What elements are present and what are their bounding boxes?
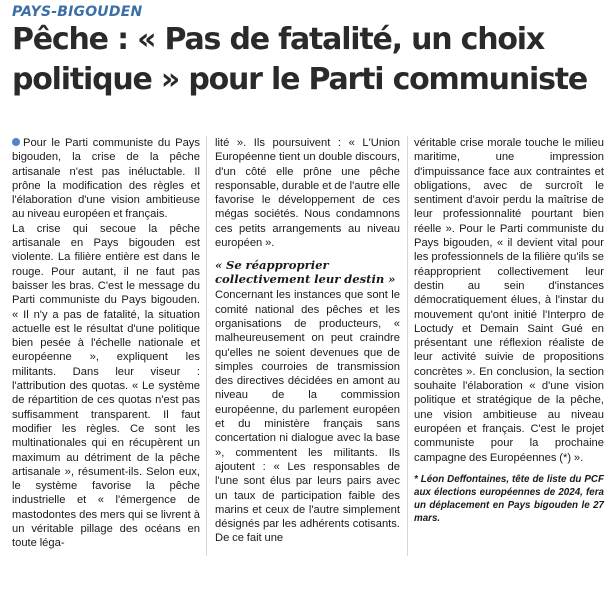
body-paragraph: Concernant les instances que sont le comité national des pêches et les organisations de producteurs, « malheureusement on peut craindre qu'elles ne soient devenues que de simples courroies de transmission des directives décidées en amont au niveau de la commission européenne, du parlement européen et du ministère français sans concertation ni dialogue avec la base », commentent les militants. Ils ajoutent : « Les responsables de l'une sont élus par leurs pairs avec un taux de participation faible des marins et ceux de l'autre simplement désignés par les adhérents cotisants. De ce fait une <box>215 289 400 545</box>
column-divider <box>407 136 408 556</box>
article-column-2 <box>215 136 400 546</box>
column-divider <box>206 136 207 556</box>
article-column-3 <box>414 136 604 525</box>
article-headline: Pêche : « Pas de fatalité, un choix politique » pour le Parti communiste <box>12 22 588 97</box>
body-paragraph: véritable crise morale touche le milieu maritime, une impression d'impuissance face aux contraintes et obligations, avec de surcroît le sentiment d'avoir perdu la maîtrise de leur professionnalité pourtant bien réelle ». Pour le Parti communiste du Pays bigouden, « il devient vital pour les professionnels de la filière qu'ils se réapproprient collectivement leur destin au sein d'instances démocratiquement élues, à l'instar du mouvement qu'ont initié l'Interpro de Loctudy et Demain Saint Gué en présentant une réflexion réaliste de leur activité suivie de propositions concrètes ». En conclusion, la section souhaite l'élaboration « d'une vision politique et stratégique de la pêche, une vision ambitieuse au niveau européen et français. C'est le projet communiste pour la prochaine campagne des Européennes (*) ». <box>414 137 604 464</box>
body-paragraph: lité ». Ils poursuivent : « L'Union Européenne tient un double discours, d'un côté elle prône une pêche responsable, durable et de l'autre elle favorise le développement de ces mégas sociétés. Nous condamnons ces petits arrangements au niveau européen ». <box>215 137 400 250</box>
footnote: * Léon Deffontaines, tête de liste du PCF aux élections européennes de 2024, fera un déplacement en Pays bigouden le 27 mars. <box>414 473 604 524</box>
section-kicker: PAYS-BIGOUDEN <box>12 4 143 20</box>
article-column-1 <box>12 136 200 551</box>
lead-text: Pour le Parti communiste du Pays bigouden, la crise de la pêche artisanale n'est pas inéluctable. Il prône la modification des règles et l'élaboration d'une vision ambitieuse au niveau européen et français. <box>12 137 200 221</box>
bullet-dot-icon <box>12 138 20 146</box>
intertitle: « Se réapproprier collectivement leur destin » <box>215 258 396 287</box>
body-paragraph: La crise qui secoue la pêche artisanale en Pays bigouden est violente. La filière entière est dans le rouge. Pour autant, il ne faut pas baisser les bras. C'est le message du Parti communiste du Pays bigouden. « Il n'y a pas de fatalité, la situation actuelle est le résultat d'une politique bien pesée à l'échelle nationale et européenne », expliquent les militants. Dans leur viseur : l'attribution des quotas. « Le système de répartition de ces quotas n'est pas suffisamment transparent. Il faut modifier les règles. Ce sont les multinationales qui en récupèrent un maximum au détriment de la pêche artisanale », résument-ils. Selon eux, le système favorise la pêche industrielle et « l'émergence de mastodontes des mers qui se livrent à un véritable pillage des océans en toute léga- <box>12 222 200 550</box>
lead-paragraph <box>12 136 200 222</box>
